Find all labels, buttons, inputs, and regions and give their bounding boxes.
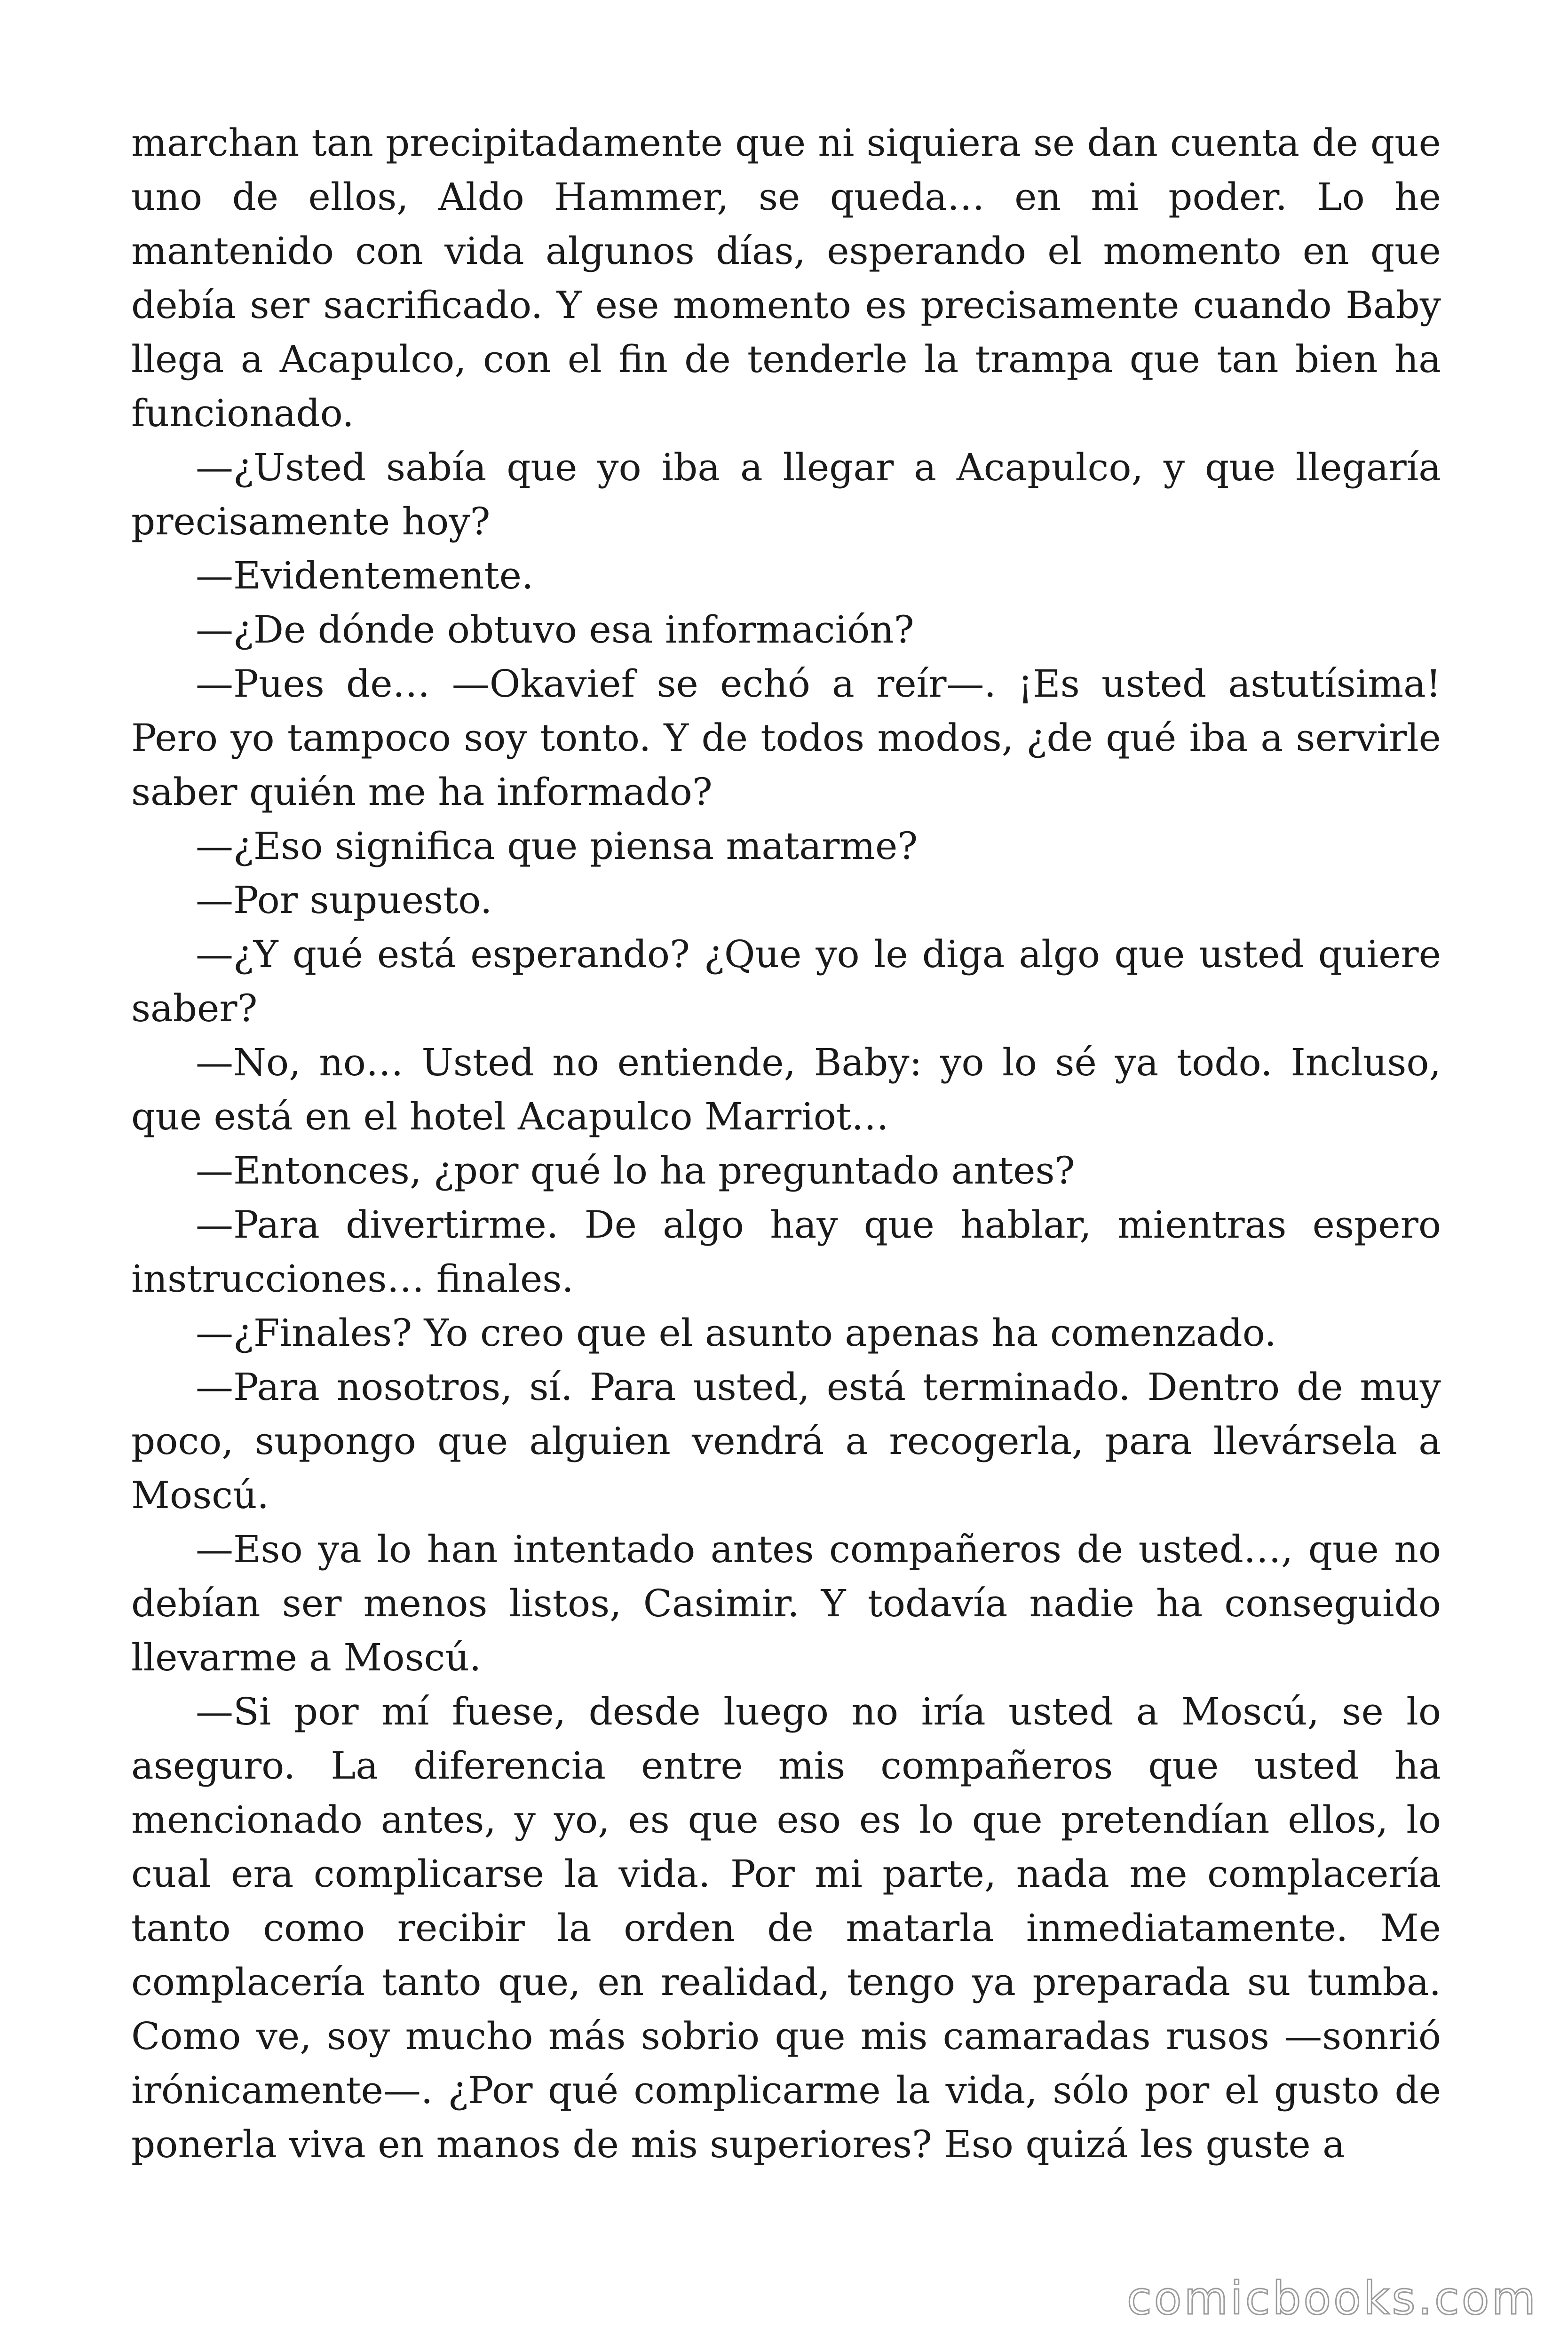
paragraph-5: —Pues de… —Okavief se echó a reír—. ¡Es usted astutísima! Pero yo tampoco soy tonto. Y de todos modos, ¿de qué iba a servirle saber quién me ha informado? bbox=[131, 662, 1441, 814]
paragraph-6: —¿Eso significa que piensa matarme? bbox=[196, 824, 918, 868]
paragraph-2: —¿Usted sabía que yo iba a llegar a Acapulco, y que llegaría precisamente hoy? bbox=[131, 445, 1441, 543]
page-body bbox=[131, 116, 1441, 2171]
paragraph-14: —Eso ya lo han intentado antes compañeros de usted…, que no debían ser menos listos, Casimir. Y todavía nadie ha conseguido llevarme a Moscú. bbox=[131, 1527, 1441, 1679]
watermark-logo: comicbooks.com bbox=[1126, 2272, 1538, 2325]
paragraph-1: marchan tan precipitadamente que ni siquiera se dan cuenta de que uno de ellos, Aldo Hammer, se queda… en mi poder. Lo he mantenido con vida algunos días, esperando el momento en que debía ser sacrificado. Y ese momento es precisamente cuando Baby llega a Acapulco, con el fin de tenderle la trampa que tan bien ha funcionado. bbox=[131, 121, 1441, 435]
paragraph-3: —Evidentemente. bbox=[196, 554, 534, 597]
paragraph-12: —¿Finales? Yo creo que el asunto apenas ha comenzado. bbox=[196, 1311, 1276, 1355]
paragraph-7: —Por supuesto. bbox=[196, 878, 492, 922]
paragraph-10: —Entonces, ¿por qué lo ha preguntado antes? bbox=[196, 1149, 1075, 1192]
paragraph-9: —No, no… Usted no entiende, Baby: yo lo sé ya todo. Incluso, que está en el hotel Acapulco Marriot… bbox=[131, 1041, 1441, 1138]
paragraph-8: —¿Y qué está esperando? ¿Que yo le diga algo que usted quiere saber? bbox=[131, 932, 1441, 1030]
paragraph-4: —¿De dónde obtuvo esa información? bbox=[196, 608, 914, 652]
paragraph-15: —Si por mí fuese, desde luego no iría usted a Moscú, se lo aseguro. La diferencia entre mis compañeros que usted ha mencionado antes, y yo, es que eso es lo que pretendían ellos, lo cual era complicarse la vida. Por mi parte, nada me complacería tanto como recibir la orden de matarla inmediatamente. Me complacería tanto que, en realidad, tengo ya preparada su tumba. Como ve, soy mucho más sobrio que mis camaradas rusos —sonrió irónicamente—. ¿Por qué complicarme la vida, sólo por el gusto de ponerla viva en manos de mis superiores? Eso quizá les guste a bbox=[131, 1690, 1441, 2166]
paragraph-11: —Para divertirme. De algo hay que hablar, mientras espero instrucciones… finales. bbox=[131, 1203, 1441, 1301]
paragraph-13: —Para nosotros, sí. Para usted, está terminado. Dentro de muy poco, supongo que alguien vendrá a recogerla, para llevársela a Moscú. bbox=[131, 1365, 1441, 1517]
